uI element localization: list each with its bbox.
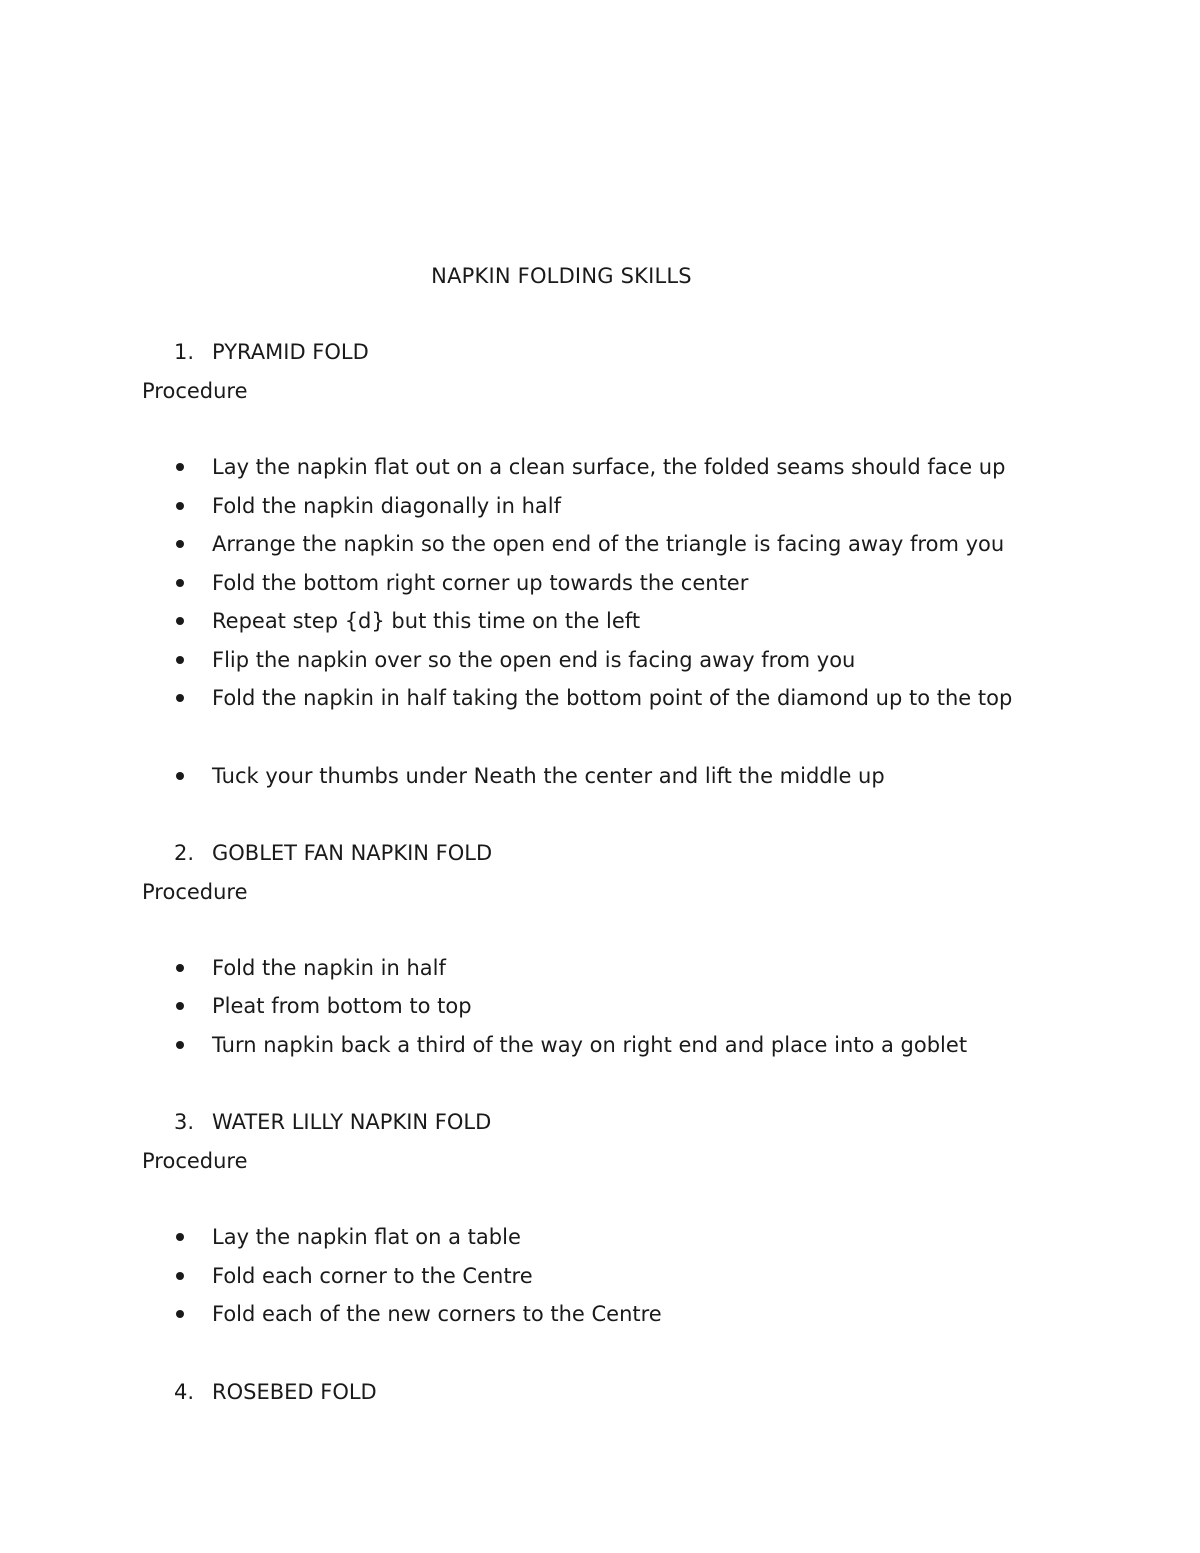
procedure-label: Procedure	[142, 880, 248, 904]
bullet-icon	[176, 617, 184, 625]
section-number: 4.	[174, 1380, 195, 1404]
list-item: Fold the napkin in half	[212, 949, 1052, 988]
list-item: Fold the bottom right corner up towards the center	[212, 564, 1052, 603]
bullet-icon	[176, 579, 184, 587]
procedure-label: Procedure	[142, 1149, 248, 1173]
section-heading-water-lilly-napkin-fold	[174, 1108, 491, 1136]
section-title: WATER LILLY NAPKIN FOLD	[212, 1110, 492, 1134]
document-title: NAPKIN FOLDING SKILLS	[431, 264, 692, 288]
section-title: GOBLET FAN NAPKIN FOLD	[212, 841, 493, 865]
procedure-label: Procedure	[142, 379, 248, 403]
bullet-icon	[176, 656, 184, 664]
section-heading-rosebed-fold	[174, 1378, 377, 1406]
bullet-icon	[176, 964, 184, 972]
section-number: 1.	[174, 340, 195, 364]
section-heading-pyramid-fold	[174, 338, 369, 366]
bullet-icon	[176, 772, 184, 780]
list-item: Turn napkin back a third of the way on right end and place into a goblet	[212, 1026, 1052, 1065]
list-item: Pleat from bottom to top	[212, 987, 1052, 1026]
section-number: 2.	[174, 841, 195, 865]
list-item: Lay the napkin flat out on a clean surface, the folded seams should face up	[212, 448, 1052, 487]
section-title: PYRAMID FOLD	[212, 340, 369, 364]
bullet-icon	[176, 502, 184, 510]
section-title: ROSEBED FOLD	[212, 1380, 377, 1404]
section-number: 3.	[174, 1110, 195, 1134]
bullet-icon	[176, 694, 184, 702]
bullet-icon	[176, 1272, 184, 1280]
list-item: Tuck your thumbs under Neath the center and lift the middle up	[212, 757, 1052, 796]
list-item: Repeat step {d} but this time on the left	[212, 602, 1052, 641]
list-item: Fold the napkin in half taking the bottom point of the diamond up to the top	[212, 679, 1032, 718]
bullet-icon	[176, 1002, 184, 1010]
list-item: Fold each of the new corners to the Centre	[212, 1295, 1052, 1334]
list-item: Flip the napkin over so the open end is facing away from you	[212, 641, 1052, 680]
list-item: Fold the napkin diagonally in half	[212, 487, 1052, 526]
section-heading-goblet-fan-napkin-fold	[174, 839, 492, 867]
bullet-icon	[176, 463, 184, 471]
bullet-icon	[176, 1233, 184, 1241]
list-item: Arrange the napkin so the open end of the triangle is facing away from you	[212, 525, 1052, 564]
bullet-icon	[176, 1310, 184, 1318]
bullet-icon	[176, 540, 184, 548]
list-item: Fold each corner to the Centre	[212, 1257, 1052, 1296]
list-item: Lay the napkin flat on a table	[212, 1218, 1052, 1257]
bullet-icon	[176, 1041, 184, 1049]
